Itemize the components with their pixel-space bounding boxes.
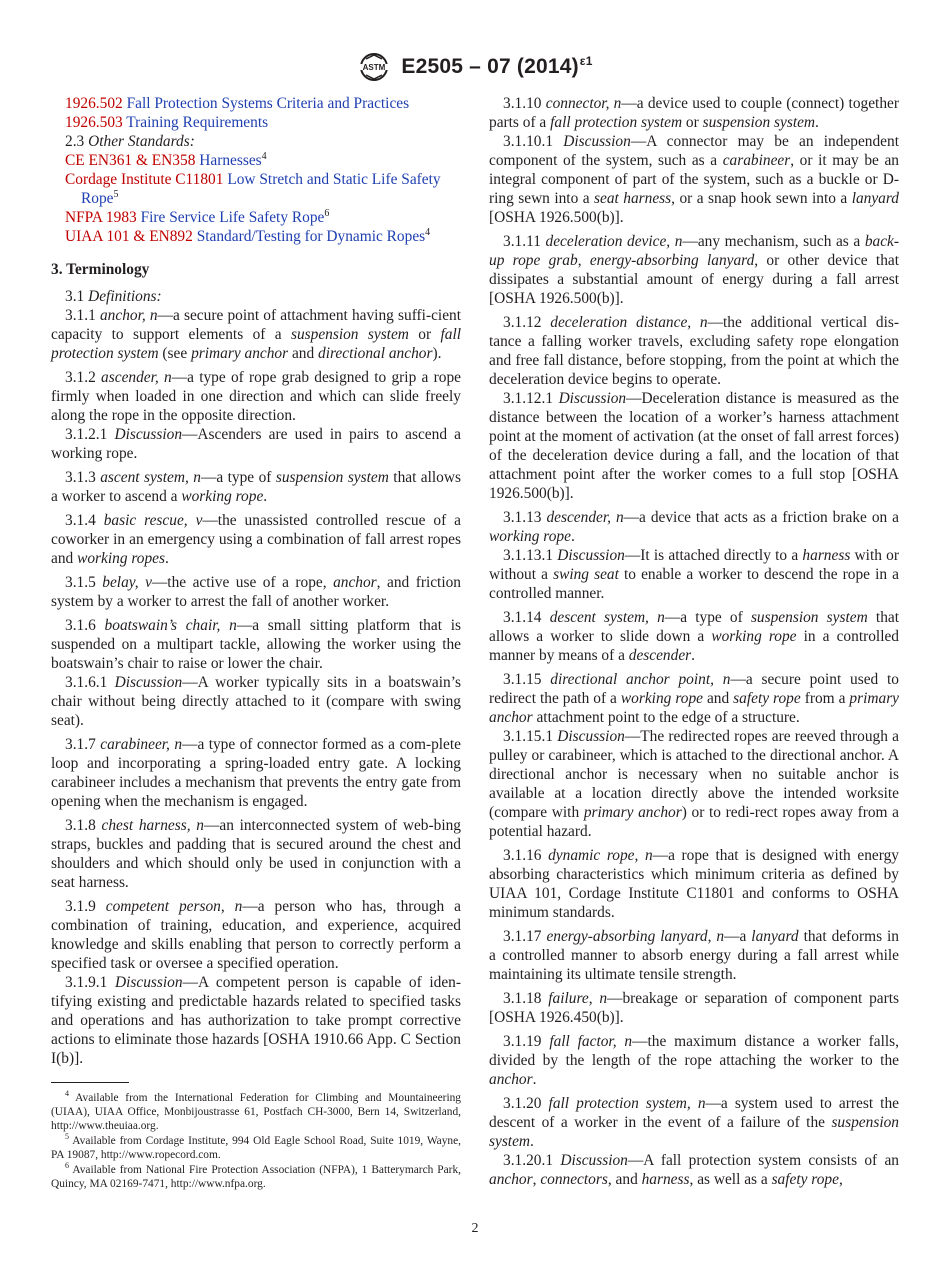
def-3-1-17: 3.1.17 energy-absorbing lanyard, n—a lanyard that deforms in a controlled manner to absorb energy during a fall arrest while maintaining its ultimate tensile strength. (489, 928, 899, 983)
ref-cordage-c11801[interactable]: Cordage Institute C11801 Low Stretch and Static Life Safety Rope$^5$ (65, 171, 441, 207)
footnote-4: $^4$ Available from the International Federation for Climbing and Mountaineering (UIAA), UIAA Office, Monbijoustrasse 61, Postfach CH-3000, Bern 14, Switzerland, http://www.theuiaa.org. (51, 1089, 461, 1132)
def-3-1-20-1: 3.1.20.1 Discussion—A fall protection system consists of an anchor, connectors, and harness, as well as a safety rope, (489, 1152, 899, 1188)
page-header (0, 52, 950, 82)
document-title: E2505 – 07 $(2014)^{\varepsilon 1}$ (401, 54, 593, 78)
def-3-1-6: 3.1.6 boatswain’s chair, n—a small sitting platform that is suspended on a multipart tackle, allowing the worker using the boatswain’s chair to raise or lower the chair. (51, 617, 461, 672)
def-3-1-13-1: 3.1.13.1 Discussion—It is attached directly to a harness with or without a swing seat to enable a worker to descend the rope in a controlled manner. (489, 547, 899, 602)
def-3-1-3: 3.1.3 ascent system, n—a type of suspension system that allows a worker to ascend a working rope. (51, 469, 461, 505)
def-3-1-16: 3.1.16 dynamic rope, n—a rope that is designed with energy absorbing characteristics which minimum criteria as defined by UIAA 101, Cordage Institute C11801 and conforms to OSHA minimum standards. (489, 847, 899, 921)
def-3-1-12-1: 3.1.12.1 Discussion—Deceleration distance is measured as the distance between the location of a worker’s harness attachment point at the moment of activation (at the onset of fall arrest forces) of the deceleration device during a fall, and the location of that attachment point after the worker comes to a full stop [OSHA 1926.500(b)]. (489, 390, 899, 502)
def-3-1-15: 3.1.15 directional anchor point, n—a secure point used to redirect the path of a working rope and safety rope from a primary anchor attachment point to the edge of a structure. (489, 671, 900, 726)
def-3-1-2: 3.1.2 ascender, n—a type of rope grab designed to grip a rope firmly when loaded in one direction and which can slide freely along the rope in the opposite direction. (51, 369, 461, 424)
footnote-5: $^5$ Available from Cordage Institute, 994 Old Eagle School Road, Suite 1019, Wayne, PA 19087, http://www.ropecord.com. (51, 1132, 462, 1161)
svg-text:ASTM: ASTM (363, 63, 386, 72)
def-3-1-2-1: 3.1.2.1 Discussion—Ascenders are used in pairs to ascend a working rope. (51, 426, 461, 462)
ref-1926-502[interactable]: 1926.502 Fall Protection Systems Criteria and Practices (65, 95, 410, 112)
footnote-6: $^6$ Available from National Fire Protection Association (NFPA), 1 Batterymarch Park, Quincy, MA 02169-7471, http://www.nfpa.org. (51, 1161, 462, 1190)
def-3-1-12: 3.1.12 deceleration distance, n—the additional vertical dis-tance a falling worker travels, excluding safety rope elongation and free fall distance, before stopping, from the point at which the deceleration device begins to operate. (489, 314, 899, 388)
ref-ce-en361[interactable]: CE EN361 & EN358 Harnesses$^4$ (65, 150, 267, 169)
def-3-1-6-1: 3.1.6.1 Discussion—A worker typically sits in a boatswain’s chair without being directly attached to it (compare with swing seat). (51, 674, 461, 729)
def-3-1-4: 3.1.4 basic rescue, v—the unassisted controlled rescue of a coworker in an emergency using a combination of fall arrest ropes and working ropes. (51, 512, 461, 567)
def-3-1-19: 3.1.19 fall factor, n—the maximum distance a worker falls, divided by the length of the rope attaching the worker to the anchor. (489, 1033, 899, 1088)
def-3-1-1: 3.1.1 anchor, n—a secure point of attachment having suffi-cient capacity to support elements of a suspension system or fall protection system (see primary anchor and directional anchor). (51, 307, 461, 362)
ref-1926-503[interactable]: 1926.503 Training Requirements (65, 114, 269, 131)
left-column (51, 94, 461, 1192)
def-3-1-18: 3.1.18 failure, n—breakage or separation of component parts [OSHA 1926.450(b)]. (489, 990, 899, 1026)
def-3-1-14: 3.1.14 descent system, n—a type of suspension system that allows a worker to slide down a working rope in a controlled manner by means of a descender. (489, 609, 899, 664)
def-3-1-5: 3.1.5 belay, v—the active use of a rope, anchor, and friction system by a worker to arrest the fall of another worker. (51, 574, 461, 610)
other-standards-heading: 2.3 Other Standards: (65, 133, 195, 150)
ref-uiaa-101[interactable]: UIAA 101 & EN892 Standard/Testing for Dynamic Ropes$^4$ (65, 226, 431, 245)
footnote-divider (51, 1082, 129, 1083)
def-3-1-10-1: 3.1.10.1 Discussion—A connector may be an independent component of the system, such as a carabineer, or it may be an integral component of part of the system, such as a buckle or D-ring sewn into a seat harness, or a snap hook sewn into a lanyard [OSHA 1926.500(b)]. (489, 133, 899, 226)
page-number: 2 (471, 1221, 479, 1236)
def-3-1-15-1: 3.1.15.1 Discussion—The redirected ropes are reeved through a pulley or carabineer, which is attached to the directional anchor. A directional anchor is necessary when no suitable anchor is available at a location directly above the intended worksite (compare with primary anchor) or to redi-rect ropes away from a potential hazard. (489, 728, 900, 840)
ref-nfpa-1983[interactable]: NFPA 1983 Fire Service Life Safety Rope$^6$ (65, 207, 330, 226)
right-column (489, 94, 899, 1194)
def-3-1-7: 3.1.7 carabineer, n—a type of connector formed as a com-plete loop and incorporating a spring-loaded entry gate. A locking carabineer includes a mechanism that prevents the entry gate from opening when the mechanism is engaged. (51, 736, 461, 810)
def-3-1-9: 3.1.9 competent person, n—a person who has, through a combination of training, education, and experience, acquired knowledge and skills enabling that person to correctly perform a specified task or oversee a specified operation. (51, 898, 461, 972)
def-3-1-10: 3.1.10 connector, n—a device used to couple (connect) together parts of a fall protection system or suspension system. (489, 95, 899, 131)
def-3-1-20: 3.1.20 fall protection system, n—a system used to arrest the descent of a worker in the event of a failure of the suspension system. (489, 1095, 899, 1150)
definitions-heading: 3.1 Definitions: (65, 288, 162, 305)
def-3-1-11: 3.1.11 deceleration device, n—any mechanism, such as a back-up rope grab, energy-absorbing lanyard, or other device that dissipates a substantial amount of energy during a fall arrest [OSHA 1926.500(b)]. (489, 233, 899, 307)
def-3-1-13: 3.1.13 descender, n—a device that acts as a friction brake on a working rope. (489, 509, 899, 545)
astm-logo-icon (357, 52, 391, 82)
section-heading: 3. Terminology (51, 261, 150, 278)
def-3-1-9-1: 3.1.9.1 Discussion—A competent person is capable of iden-tifying existing and predictable hazards related to specified tasks and operations and has authorization to take prompt corrective actions to eliminate those hazards [OSHA 1910.66 App. C Section I(b)]. (51, 974, 461, 1067)
def-3-1-8: 3.1.8 chest harness, n—an interconnected system of web-bing straps, buckles and padding that is secured around the chest and shoulders and which should only be used in conjunction with a seat harness. (51, 817, 461, 891)
